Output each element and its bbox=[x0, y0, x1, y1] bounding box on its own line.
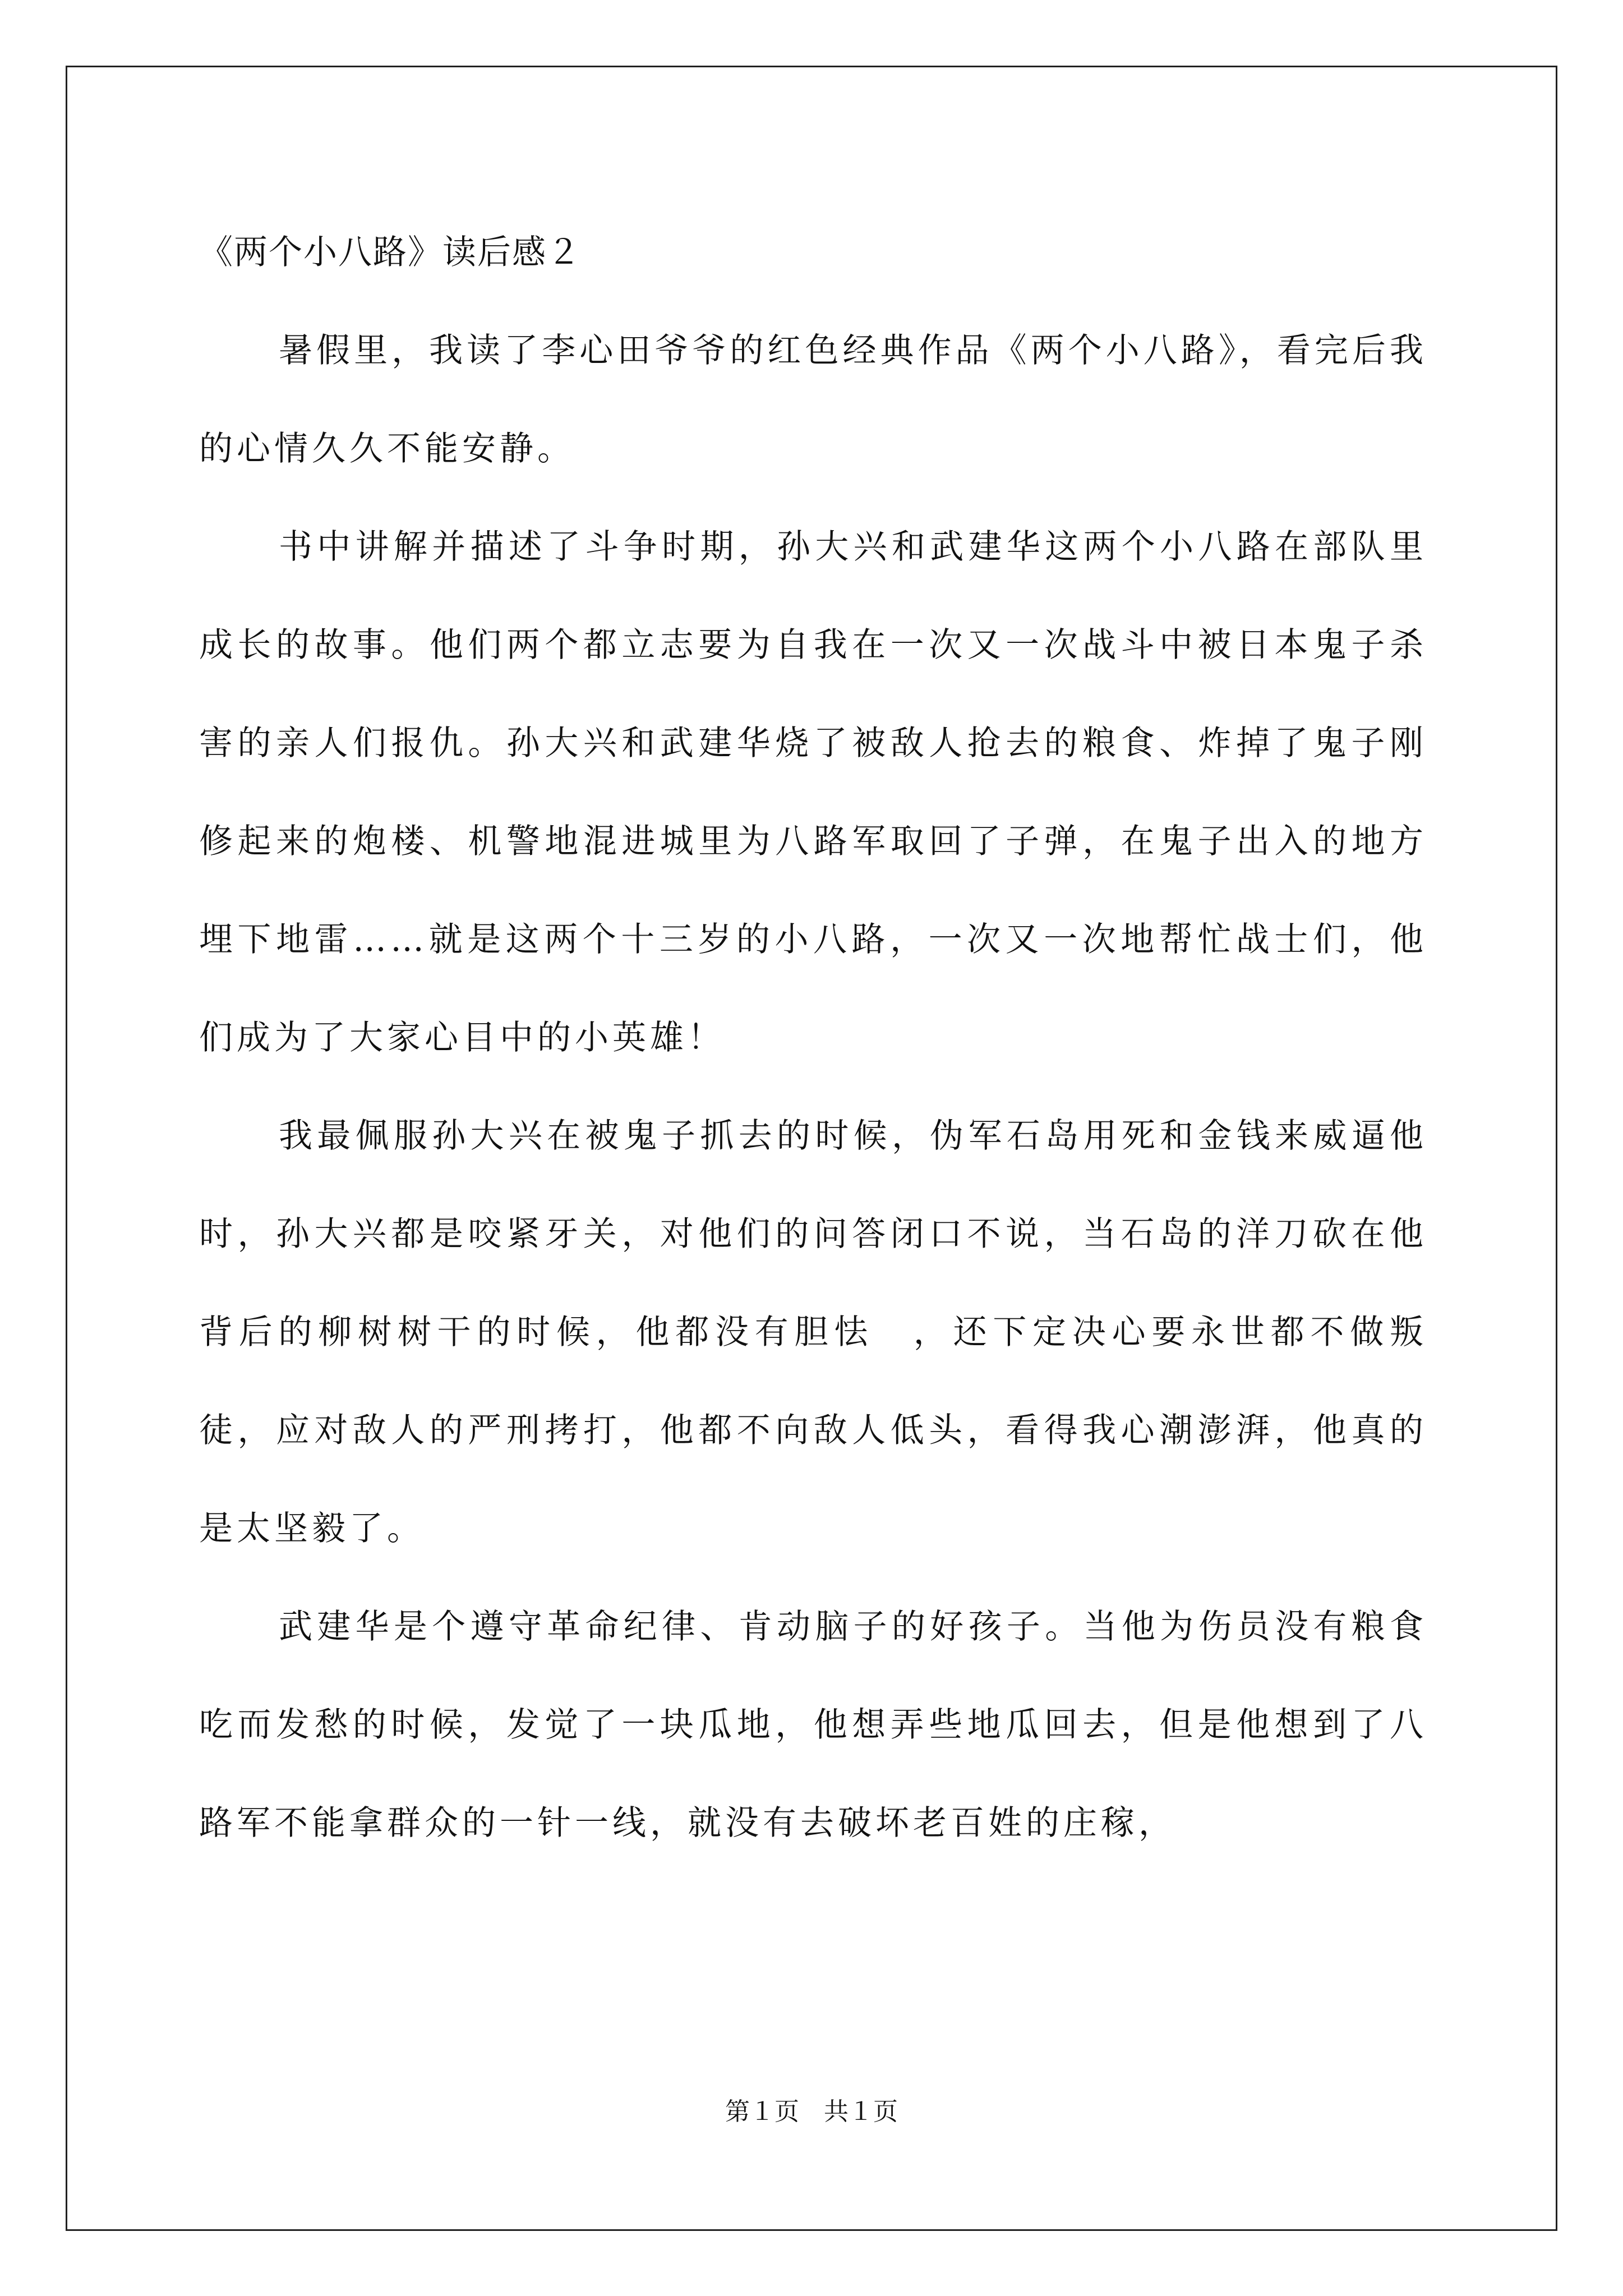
paragraph-4: 武建华是个遵守革命纪律、肯动脑子的好孩子。当他为伤员没有粮食吃而发愁的时候，发觉了一块瓜地，他想弄些地瓜回去，但是他想到了八路军不能拿群众的一针一线，就没有去破坏老百姓的庄稼， bbox=[199, 1607, 1427, 1843]
paragraph-2: 书中讲解并描述了斗争时期，孙大兴和武建华这两个小八路在部队里成长的故事。他们两个都立志要为自我在一次又一次战斗中被日本鬼子杀害的亲人们报仇。孙大兴和武建华烧了被敌人抢去的粮食、炸掉了鬼子刚修起来的炮楼、机警地混进城里为八路军取回了子弹，在鬼子出入的地方埋下地雷……就是这两个十三岁的小八路，一次又一次地帮忙战士们，他们成为了大家心目中的小英雄！ bbox=[199, 527, 1427, 1057]
paragraph-1: 暑假里，我读了李心田爷爷的红色经典作品《两个小八路》，看完后我的心情久久不能安静。 bbox=[199, 331, 1427, 468]
page-footer: 第１页 共１页 bbox=[725, 2097, 898, 2126]
document-body bbox=[199, 219, 1427, 1872]
paragraph-3: 我最佩服孙大兴在被鬼子抓去的时候，伪军石岛用死和金钱来威逼他时，孙大兴都是咬紧牙关，对他们的问答闭口不说，当石岛的洋刀砍在他背后的柳树树干的时候，他都没有胆怯 ，还下定决心要永世都不做叛徒，应对敌人的严刑拷打，他都不向敌人低头，看得我心潮澎湃，他真的是太坚毅了。 bbox=[199, 1116, 1427, 1548]
document-title: 《两个小八路》读后感２ bbox=[199, 233, 582, 272]
